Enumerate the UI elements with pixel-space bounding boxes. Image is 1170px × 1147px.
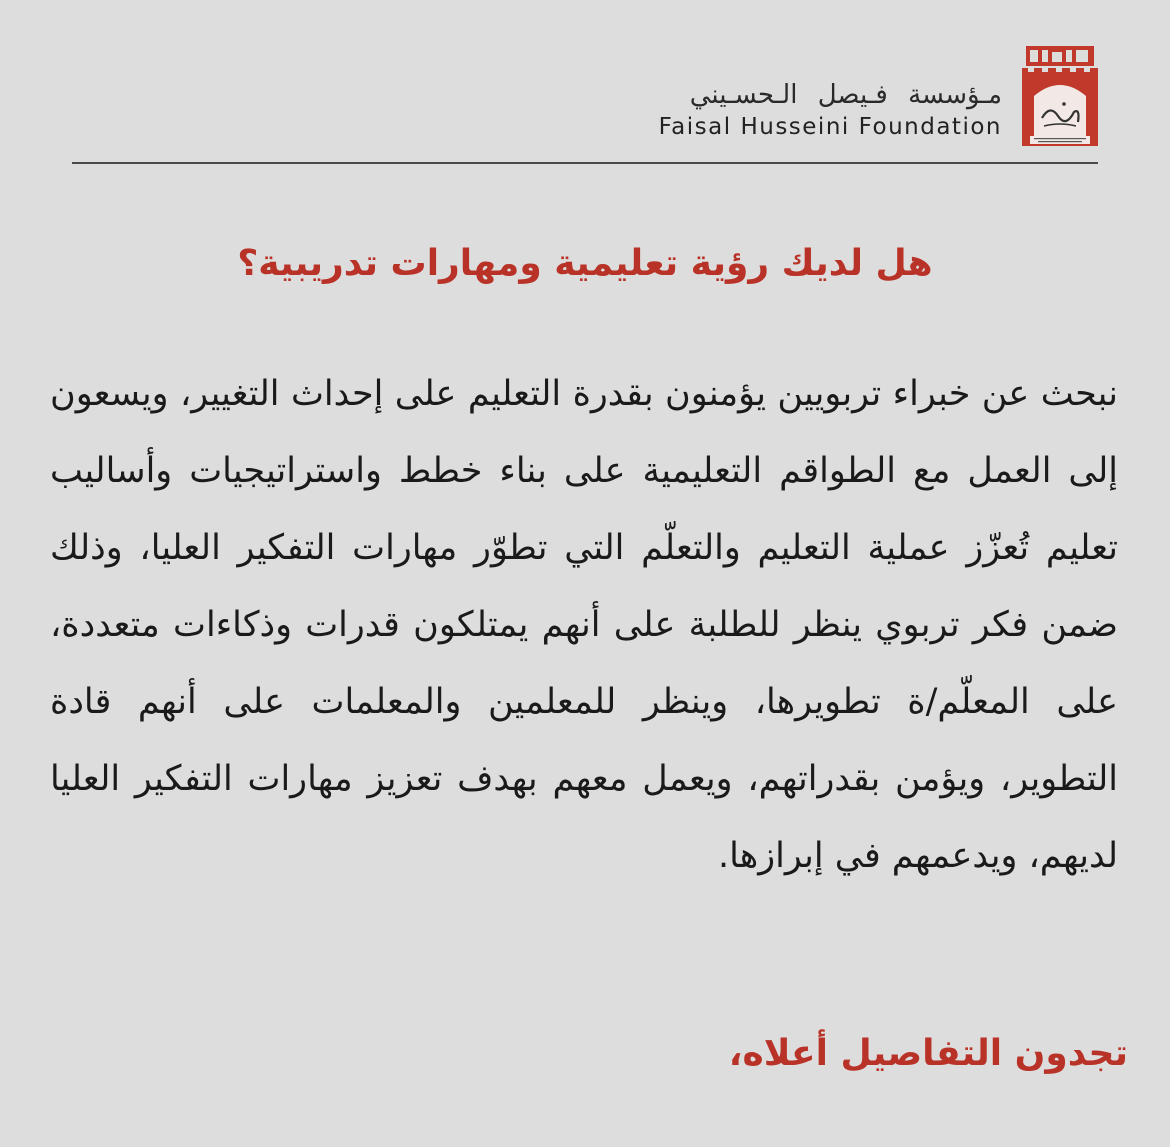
foundation-emblem-icon — [1020, 44, 1100, 148]
body-paragraph: نبحث عن خبراء تربويين يؤمنون بقدرة التعليم على إحداث التغيير، ويسعون إلى العمل مع الطواقم التعليمية على بناء خطط واستراتيجيات وأساليب تعليم تُعزّز عملية التعليم والتعلّم التي تطوّر مهارات التفكير العليا، وذلك ضمن فكر تربوي ينظر للطلبة على أنهم يمتلكون قدرات وذكاءات متعددة، على المعلّم/ة تطويرها، وينظر للمعلمين والمعلمات على أنهم قادة التطوير، ويؤمن بقدراتهم، ويعمل معهم بهدف تعزيز مهارات التفكير العليا لديهم، ويدعمهم في إبرازها. — [50, 374, 1118, 876]
footer-note: تجدون التفاصيل أعلاه، — [728, 1033, 1128, 1074]
page-heading: هل لديك رؤية تعليمية ومهارات تدريبية؟ — [237, 243, 933, 284]
foundation-name-en: Faisal Husseini Foundation — [658, 114, 1002, 140]
foundation-name-ar: مـؤسسة فـيصل الـحسـيني — [689, 80, 1002, 110]
foundation-wordmark — [659, 78, 1002, 142]
header — [0, 40, 1170, 150]
header-divider — [72, 162, 1098, 164]
